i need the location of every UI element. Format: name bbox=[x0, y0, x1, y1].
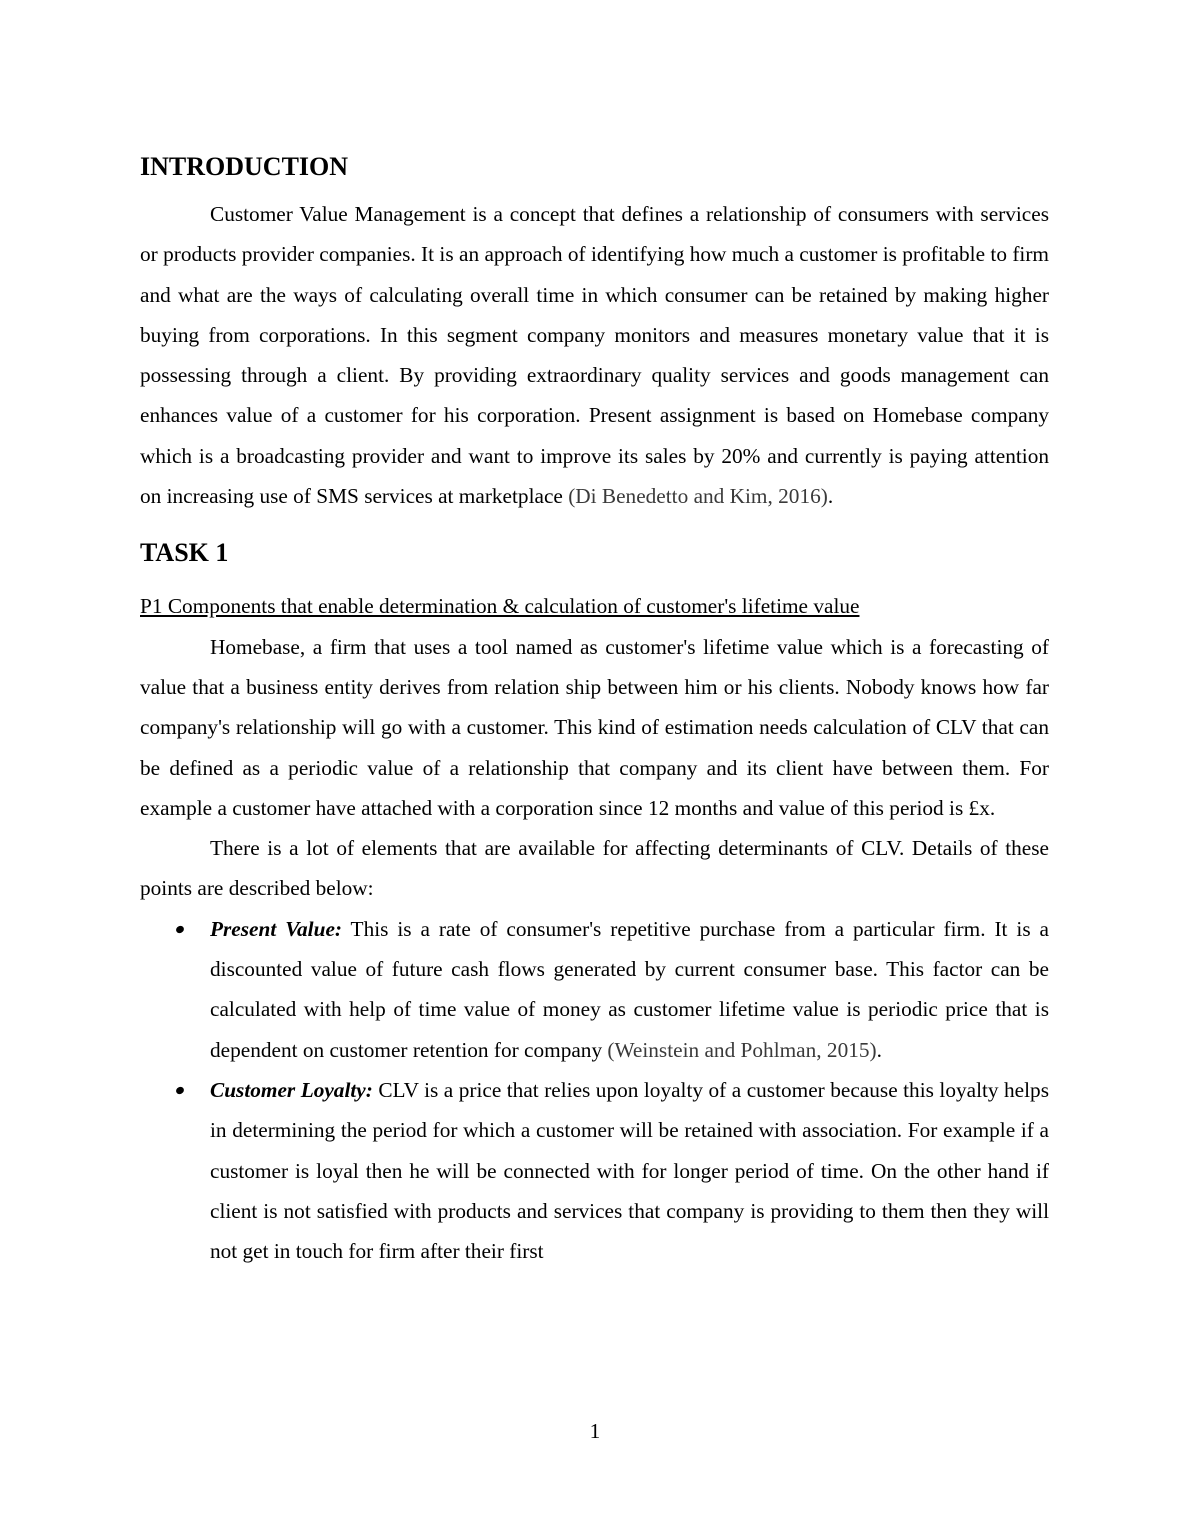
term-present-value: Present Value: bbox=[210, 916, 342, 941]
introduction-end: . bbox=[827, 484, 834, 509]
task1-heading: TASK 1 bbox=[140, 538, 229, 568]
list-item-customer-loyalty bbox=[140, 1070, 1049, 1271]
task1-paragraph-1: Homebase, a firm that uses a tool named as customer's lifetime value which is a forecasting of value that a business entity derives from relation ship between him or his clients. Nobody knows how far company's relationship will go with a customer. This kind of estimation needs calculation of CLV that can be defined as a periodic value of a relationship that company and its client have between them. For example a customer have attached with a corporation since 12 months and value of this period is £x. bbox=[140, 634, 1049, 820]
list-item-present-value bbox=[140, 909, 1049, 1070]
customer-loyalty-text: CLV is a price that relies upon loyalty of a customer because this loyalty helps in determining the period for which a customer will be retained with association. For example if a customer is loyal then he will be connected with for longer period of time. On the other hand if client is not satisfied with products and services that company is providing to them then they will not get in touch for firm after their first bbox=[210, 1077, 1049, 1264]
page-number: 1 bbox=[589, 1419, 601, 1443]
page-content bbox=[140, 150, 1049, 1271]
task1-paragraph-2: There is a lot of elements that are available for affecting determinants of CLV. Details of these points are described below: bbox=[140, 836, 1049, 901]
present-value-text: This is a rate of consumer's repetitive purchase from a particular firm. It is a discounted value of future cash flows generated by current consumer base. This factor can be calculated with help of time value of money as customer lifetime value is periodic price that is dependent on customer retention for company bbox=[210, 916, 1049, 1062]
introduction-citation: (Di Benedetto and Kim, 2016) bbox=[568, 484, 828, 509]
present-value-end: . bbox=[876, 1037, 882, 1062]
bullet-icon bbox=[175, 1086, 185, 1096]
introduction-heading: INTRODUCTION bbox=[140, 152, 349, 181]
introduction-text: Customer Value Management is a concept that defines a relationship of consumers with services or products provider companies. It is an approach of identifying how much a customer is profitable to firm and what are the ways of calculating overall time in which consumer can be retained by making higher buying from corporations. In this segment company monitors and measures monetary value that it is possessing through a client. By providing extraordinary quality services and goods management can enhances value of a customer for his corporation. Present assignment is based on Homebase company which is a broadcasting provider and want to improve its sales by 20% and currently is paying attention on increasing use of SMS services at marketplace bbox=[140, 202, 1049, 509]
bullet-icon bbox=[175, 924, 185, 934]
introduction-paragraph bbox=[140, 194, 1049, 516]
present-value-citation: (Weinstein and Pohlman, 2015) bbox=[607, 1037, 877, 1062]
determinants-list bbox=[140, 909, 1049, 1272]
term-customer-loyalty: Customer Loyalty: bbox=[210, 1077, 373, 1102]
task1-subheading: P1 Components that enable determination & calculation of customer's lifetime value bbox=[140, 594, 860, 619]
